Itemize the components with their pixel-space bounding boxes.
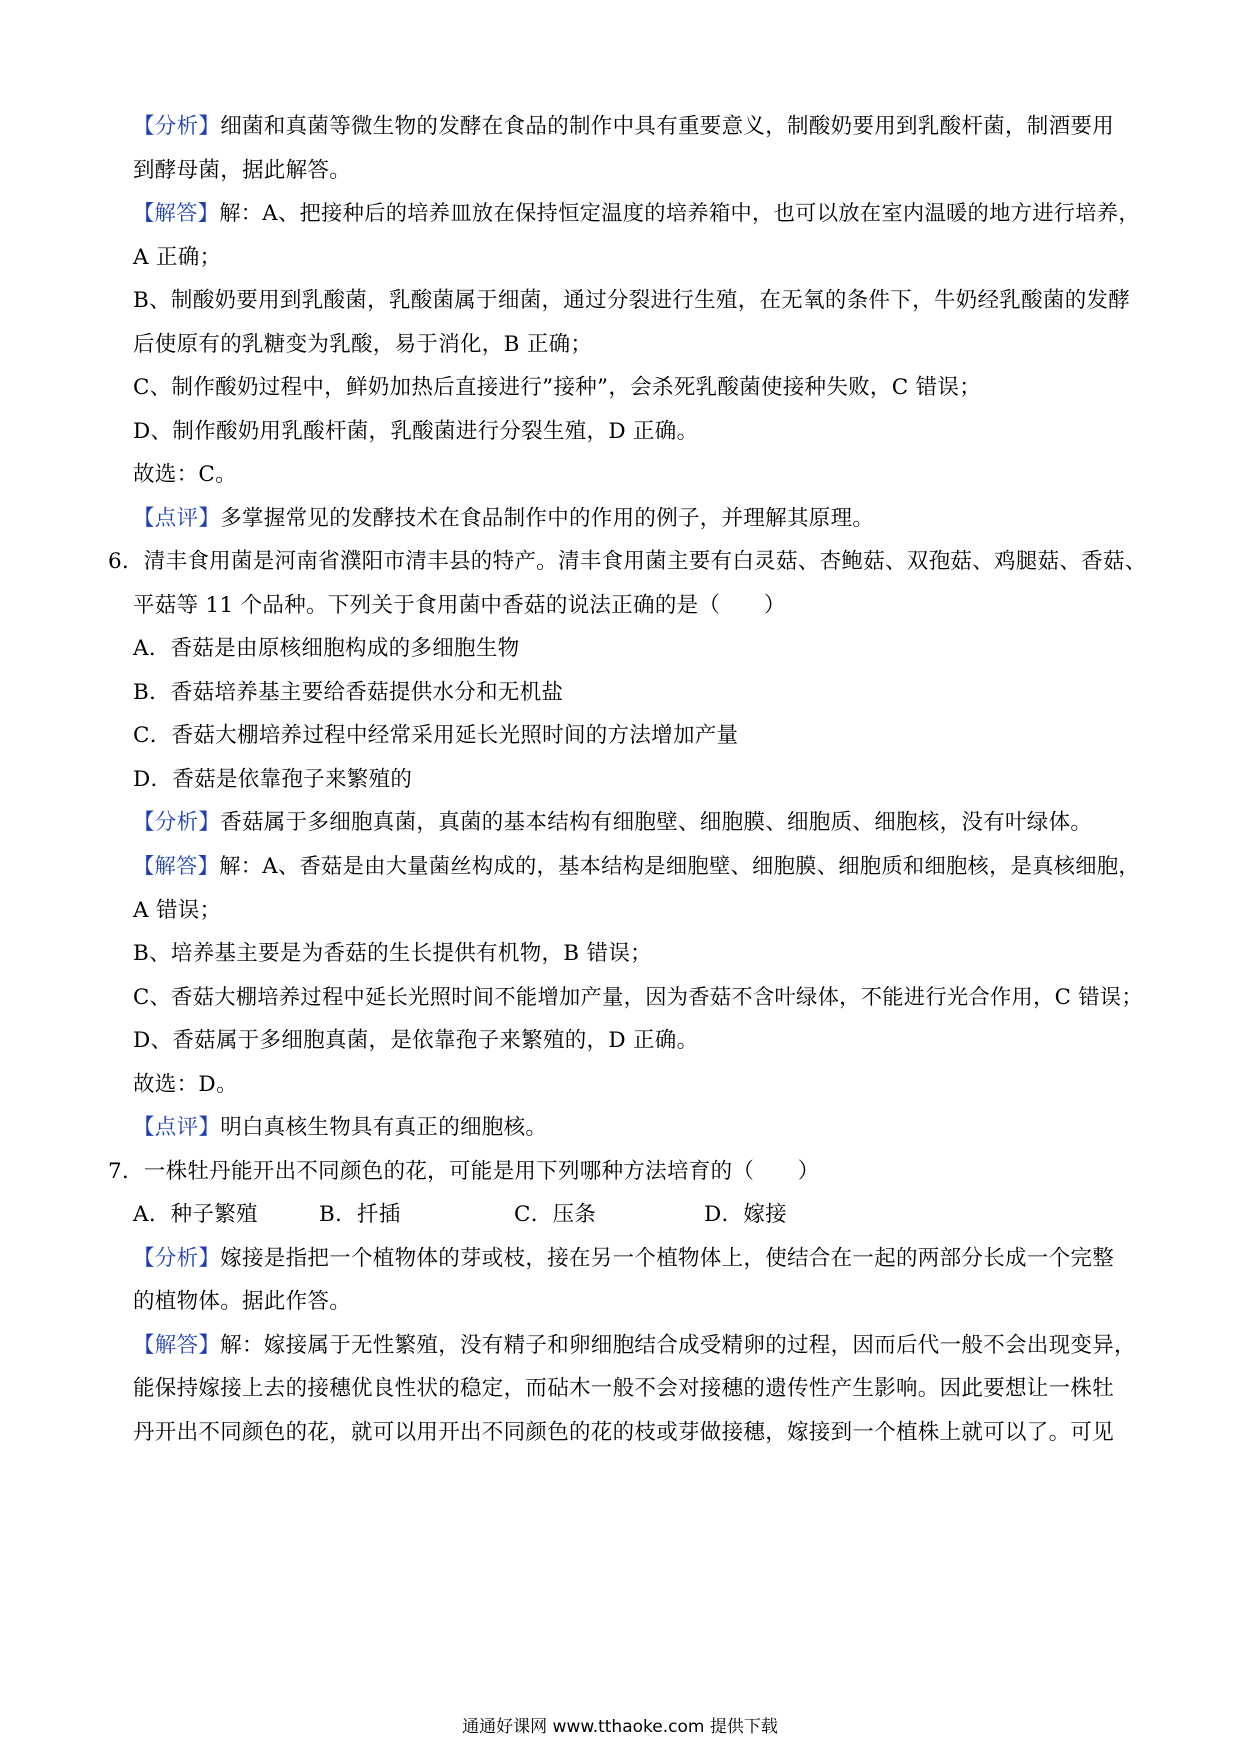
q7-stem: 7．一株牡丹能开出不同颜色的花，可能是用下列哪种方法培育的（ ） [108, 1159, 820, 1184]
q6-option-d: D．香菇是依靠孢子来繁殖的 [133, 767, 413, 792]
q5-analysis-line-2: 到酵母菌，据此解答。 [133, 158, 352, 183]
q6-option-a: A．香菇是由原核细胞构成的多细胞生物 [133, 636, 520, 661]
q7-answer-line-2: 能保持嫁接上去的接穗优良性状的稳定，而砧木一般不会对接穗的遗传性产生影响。因此要想让一株牡 [133, 1376, 1115, 1401]
q7-option-a: A．种子繁殖 [133, 1202, 258, 1227]
q7-option-b: B．扦插 [319, 1202, 401, 1227]
q7-options [133, 1200, 787, 1230]
analysis-tag: 【分析】 [133, 810, 221, 835]
q6-analysis: 【分析】香菇属于多细胞真菌，真菌的基本结构有细胞壁、细胞膜、细胞质、细胞核，没有叶绿体。 [133, 810, 1093, 835]
page-footer: 通通好课网 www.tthaoke.com 提供下载 [462, 1717, 778, 1737]
analysis-tag: 【分析】 [133, 114, 221, 139]
q6-answer-d: D、香菇属于多细胞真菌，是依靠孢子来繁殖的，D 正确。 [133, 1028, 699, 1053]
comment-tag: 【点评】 [133, 506, 221, 531]
q7-analysis-line-1: 【分析】嫁接是指把一个植物体的芽或枝，接在另一个植物体上，使结合在一起的两部分长成一个完整 [133, 1246, 1115, 1271]
comment-tag: 【点评】 [133, 1115, 221, 1140]
q6-stem-line-2: 平菇等 11 个品种。下列关于食用菌中香菇的说法正确的是（ ） [133, 593, 786, 618]
analysis-tag: 【分析】 [133, 1246, 221, 1271]
q6-answer-line-2: A 错误； [133, 898, 222, 923]
q5-answer-line-2: A 正确； [133, 245, 222, 270]
answer-tag: 【解答】 [133, 201, 220, 226]
q6-stem-line-1: 6．清丰食用菌是河南省濮阳市清丰县的特产。清丰食用菌主要有白灵菇、杏鲍菇、双孢菇、鸡腿菇、香菇、 [108, 549, 1147, 574]
q6-answer-line-1: 【解答】解：A、香菇是由大量菌丝构成的，基本结构是细胞壁、细胞膜、细胞质和细胞核，是真核细胞， [133, 854, 1140, 879]
q6-answer-c: C、香菇大棚培养过程中延长光照时间不能增加产量，因为香菇不含叶绿体，不能进行光合作用，C 错误； [133, 985, 1143, 1010]
q6-option-c: C．香菇大棚培养过程中经常采用延长光照时间的方法增加产量 [133, 723, 739, 748]
q6-choice: 故选：D。 [133, 1072, 238, 1097]
q5-answer-b-line-2: 后使原有的乳糖变为乳酸，易于消化，B 正确； [133, 332, 593, 357]
q6-option-b: B．香菇培养基主要给香菇提供水分和无机盐 [133, 680, 564, 705]
q6-answer-b: B、培养基主要是为香菇的生长提供有机物，B 错误； [133, 941, 652, 966]
q6-comment: 【点评】明白真核生物具有真正的细胞核。 [133, 1115, 548, 1140]
q7-option-d: D．嫁接 [704, 1202, 787, 1227]
q5-answer-line-1: 【解答】解：A、把接种后的培养皿放在保持恒定温度的培养箱中，也可以放在室内温暖的地方进行培养， [133, 201, 1140, 226]
q5-answer-d: D、制作酸奶用乳酸杆菌，乳酸菌进行分裂生殖，D 正确。 [133, 419, 699, 444]
q7-answer-line-1: 【解答】解：嫁接属于无性繁殖，没有精子和卵细胞结合成受精卵的过程，因而后代一般不会出现变异， [133, 1333, 1136, 1358]
answer-tag: 【解答】 [133, 854, 220, 879]
q5-analysis-line-1: 【分析】细菌和真菌等微生物的发酵在食品的制作中具有重要意义，制酸奶要用到乳酸杆菌，制酒要用 [133, 114, 1115, 139]
q5-comment: 【点评】多掌握常见的发酵技术在食品制作中的作用的例子，并理解其原理。 [133, 506, 875, 531]
q5-answer-c: C、制作酸奶过程中，鲜奶加热后直接进行”接种”，会杀死乳酸菌使接种失败，C 错误； [133, 375, 982, 400]
q7-analysis-line-2: 的植物体。据此作答。 [133, 1289, 352, 1314]
q5-choice: 故选：C。 [133, 462, 237, 487]
q7-option-c: C．压条 [514, 1202, 597, 1227]
answer-tag: 【解答】 [133, 1333, 221, 1358]
q7-answer-line-3: 丹开出不同颜色的花，就可以用开出不同颜色的花的枝或芽做接穗，嫁接到一个植株上就可以了。可见 [133, 1420, 1115, 1445]
q5-answer-b-line-1: B、制酸奶要用到乳酸菌，乳酸菌属于细菌，通过分裂进行生殖，在无氧的条件下，牛奶经乳酸菌的发酵 [133, 288, 1131, 313]
